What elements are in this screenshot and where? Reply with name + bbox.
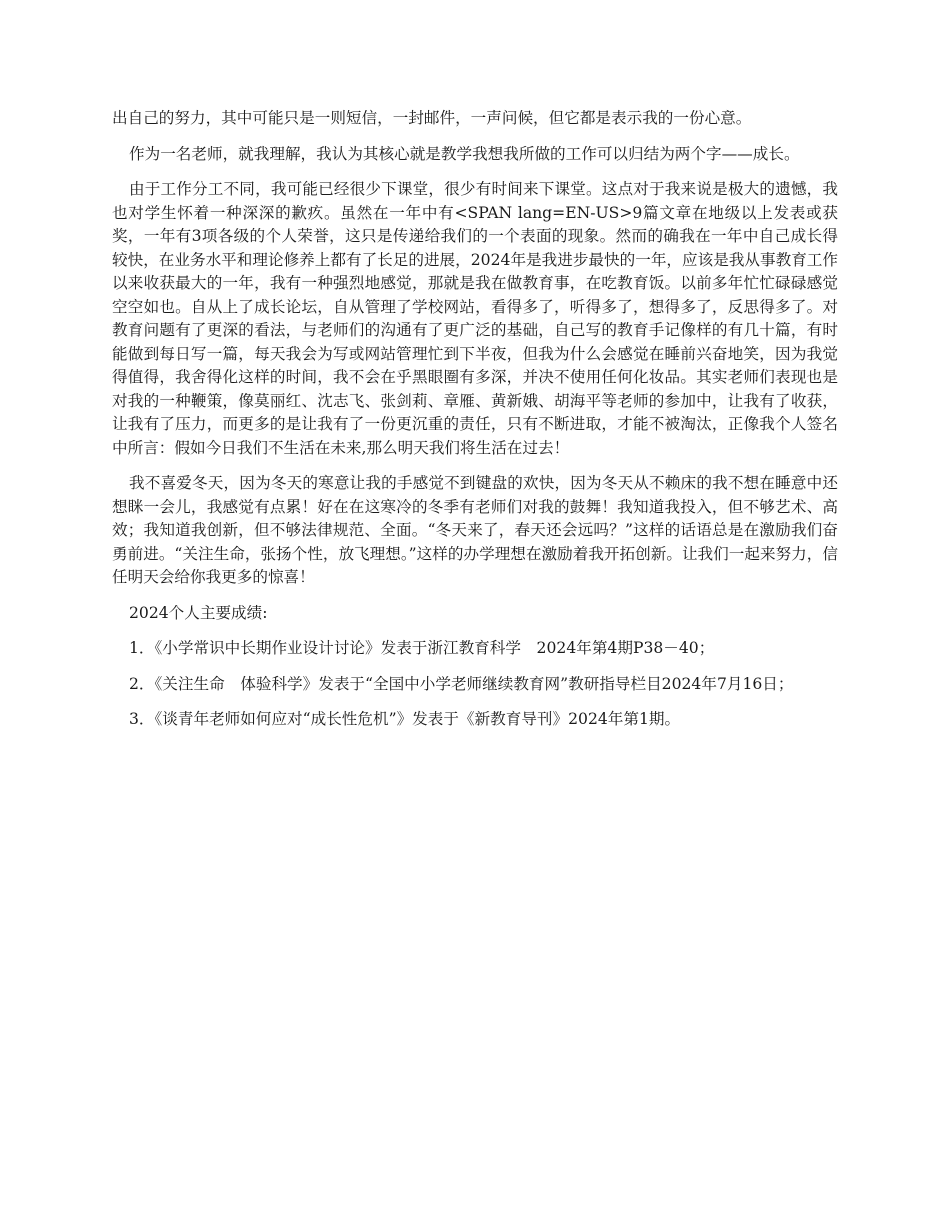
- achievement-item: 3．《谈青年老师如何应对“成长性危机”》发表于《新教育导刊》2024年第1期。: [129, 710, 681, 728]
- paragraph: 我不喜爱冬天，因为冬天的寒意让我的手感觉不到键盘的欢快，因为冬天从不赖床的我不想在睡意中还想眯一会儿，我感觉有点累！好在在这寒冷的冬季有老师们对我的鼓舞！我知道我投入，但不够艺术、高效；我知道我创新，但不够法律规范、全面。“冬天来了，春天还会远吗？”这样的话语总是在激励我们奋勇前进。“关注生命，张扬个性，放飞理想。”这样的办学理想在激励着我开拓创新。让我们一起来努力，信任明天会给你我更多的惊喜！: [112, 474, 838, 586]
- paragraph: 由于工作分工不同，我可能已经很少下课堂，很少有时间来下课堂。这点对于我来说是极大的遗憾，我也对学生怀着一种深深的歉疚。虽然在一年中有<SPAN lang=EN-US>9篇文章在地级以上发表或获奖，一年有3项各级的个人荣誉，这只是传递给我们的一个表面的现象。然而的确我在一年中自己成长得较快，在业务水平和理论修养上都有了长足的进展，2024年是我进步最快的一年，应该是我从事教育工作以来收获最大的一年，我有一种强烈地感觉，那就是我在做教育事，在吃教育饭。以前多年忙忙碌碌感觉空空如也。自从上了成长论坛，自从管理了学校网站，看得多了，听得多了，想得多了，反思得多了。对教育问题有了更深的看法，与老师们的沟通有了更广泛的基础，自己写的教育手记像样的有几十篇，有时能做到每日写一篇，每天我会为写或网站管理忙到下半夜，但我为什么会感觉在睡前兴奋地笑，因为我觉得值得，我舍得化这样的时间，我不会在乎黑眼圈有多深，并决不使用任何化妆品。其实老师们表现也是对我的一种鞭策，像莫丽红、沈志飞、张剑莉、章雁、黄新娥、胡海平等老师的参加中，让我有了收获，让我有了压力，而更多的是让我有了一份更沉重的责任，只有不断进取，才能不被淘汰，正像我个人签名中所言：假如今日我们不生活在未来,那么明天我们将生活在过去！: [112, 180, 838, 457]
- paragraph: 作为一名老师，就我理解，我认为其核心就是教学我想我所做的工作可以归结为两个字——成长。: [129, 144, 800, 163]
- paragraph: 出自己的努力，其中可能只是一则短信，一封邮件，一声问候，但它都是表示我的一份心意。: [112, 109, 752, 127]
- achievement-item: 1．《小学常识中长期作业设计讨论》发表于浙江教育科学 2024年第4期P38－40；: [129, 639, 715, 657]
- document-body: [112, 107, 838, 744]
- achievement-item: 2．《关注生命 体验科学》发表于“全国中小学老师继续教育网”教研指导栏目2024年7月16日；: [129, 674, 794, 693]
- achievements-heading: 2024个人主要成绩:: [129, 603, 268, 622]
